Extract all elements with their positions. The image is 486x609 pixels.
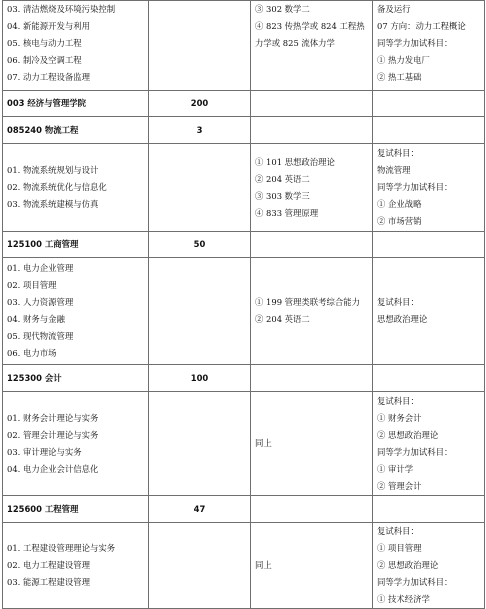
quota-cell [149,144,251,232]
directions-cell [3,144,149,232]
major-name: 125300 会计 [3,365,149,392]
empty-cell [251,365,373,392]
direction-item: 02. 管理会计理论与实务 [7,429,99,440]
direction-item: 05. 现代物流管理 [7,331,74,341]
note-item: ① 项目管理 [377,543,422,553]
directions-cell [3,392,149,496]
table-row [3,258,485,365]
empty-cell [373,232,485,258]
admissions-table [2,0,485,609]
exam-item: ① 101 思想政治理论 [255,156,335,167]
direction-item: 02. 电力工程建设管理 [7,560,90,570]
quota-cell [149,392,251,496]
note-item: ① 热力发电厂 [377,55,430,65]
major-header-row [3,117,485,144]
quota-cell [149,258,251,365]
empty-cell [251,91,373,117]
major-quota: 100 [149,365,251,392]
direction-item: 03. 审计理论与实务 [7,446,82,457]
direction-item: 02. 项目管理 [7,280,57,290]
school-name: 003 经济与管理学院 [3,91,149,117]
table-row [3,1,485,91]
exam-item: 同上 [255,438,272,448]
directions-cell [3,1,149,91]
exam-item: ③ 303 数学三 [255,190,310,201]
note-item: 同等学力加试科目： [377,446,453,457]
note-item: ② 热工基础 [377,72,422,82]
note-item: ② 市场营销 [377,216,422,226]
empty-cell [251,117,373,144]
empty-cell [373,91,485,117]
note-item: ① 技术经济学 [377,594,430,604]
exam-item: ① 199 管理类联考综合能力 [255,297,361,307]
exam-item: 同上 [255,560,272,570]
note-item: 复试科目： [377,526,419,536]
note-item: ② 思想政治理论 [377,560,439,570]
major-name: 125100 工商管理 [3,232,149,258]
empty-cell [373,496,485,523]
empty-cell [373,117,485,144]
major-header-row [3,232,485,258]
table-row [3,392,485,496]
note-item: ① 财务会计 [377,412,422,423]
direction-item: 01. 物流系统规划与设计 [7,165,99,175]
table-row [3,523,485,609]
note-item: 物流管理 [377,165,411,175]
notes-cell [373,1,485,91]
school-quota: 200 [149,91,251,117]
note-item: ① 企业战略 [377,199,422,209]
direction-item: 04. 电力企业会计信息化 [7,463,99,474]
direction-item: 01. 电力企业管理 [7,263,74,273]
exam-item: ② 204 英语二 [255,173,310,184]
major-header-row [3,365,485,392]
direction-item: 06. 电力市场 [7,348,57,358]
direction-item: 06. 制冷及空调工程 [7,55,82,65]
exam-cell [251,258,373,365]
major-quota: 3 [149,117,251,144]
direction-item: 03. 能源工程建设管理 [7,577,90,587]
exam-item: ③ 302 数学二 [255,4,310,14]
note-item: ① 审计学 [377,463,414,474]
exam-item: ④ 823 传热学或 824 工程热力学或 825 流体力学 [255,21,365,48]
major-quota: 50 [149,232,251,258]
major-name: 125600 工程管理 [3,496,149,523]
exam-cell [251,144,373,232]
major-quota: 47 [149,496,251,523]
quota-cell [149,523,251,609]
notes-cell [373,144,485,232]
notes-cell [373,523,485,609]
notes-cell [373,258,485,365]
table-row [3,144,485,232]
note-item: ② 管理会计 [377,480,422,491]
note-item: 同等学力加试科目： [377,577,453,587]
exam-cell [251,392,373,496]
note-item: 复试科目： [377,297,419,307]
direction-item: 04. 新能源开发与利用 [7,21,90,31]
direction-item: 03. 物流系统建模与仿真 [7,199,99,209]
direction-item: 05. 核电与动力工程 [7,38,82,48]
exam-item: ④ 833 管理原理 [255,207,319,218]
major-name: 085240 物流工程 [3,117,149,144]
note-item: 备及运行 [377,4,411,14]
empty-cell [373,365,485,392]
exam-cell [251,1,373,91]
directions-cell [3,258,149,365]
direction-item: 01. 工程建设管理理论与实务 [7,543,116,553]
direction-item: 03. 人力资源管理 [7,297,74,307]
exam-item: ② 204 英语二 [255,314,310,324]
major-header-row [3,496,485,523]
note-item: 07 方向：动力工程概论 [377,21,466,31]
exam-cell [251,523,373,609]
empty-cell [251,496,373,523]
direction-item: 01. 财务会计理论与实务 [7,412,99,423]
note-item: 思想政治理论 [377,314,428,324]
direction-item: 02. 物流系统优化与信息化 [7,182,107,192]
note-item: ② 思想政治理论 [377,429,439,440]
directions-cell [3,523,149,609]
school-header-row [3,91,485,117]
quota-cell [149,1,251,91]
note-item: 同等学力加试科目： [377,38,453,48]
empty-cell [251,232,373,258]
note-item: 同等学力加试科目： [377,182,453,192]
direction-item: 07. 动力工程设备监理 [7,72,90,82]
note-item: 复试科目： [377,148,419,158]
direction-item: 04. 财务与金融 [7,314,65,324]
note-item: 复试科目： [377,395,419,406]
notes-cell [373,392,485,496]
direction-item: 03. 清洁燃烧及环境污染控制 [7,4,116,14]
